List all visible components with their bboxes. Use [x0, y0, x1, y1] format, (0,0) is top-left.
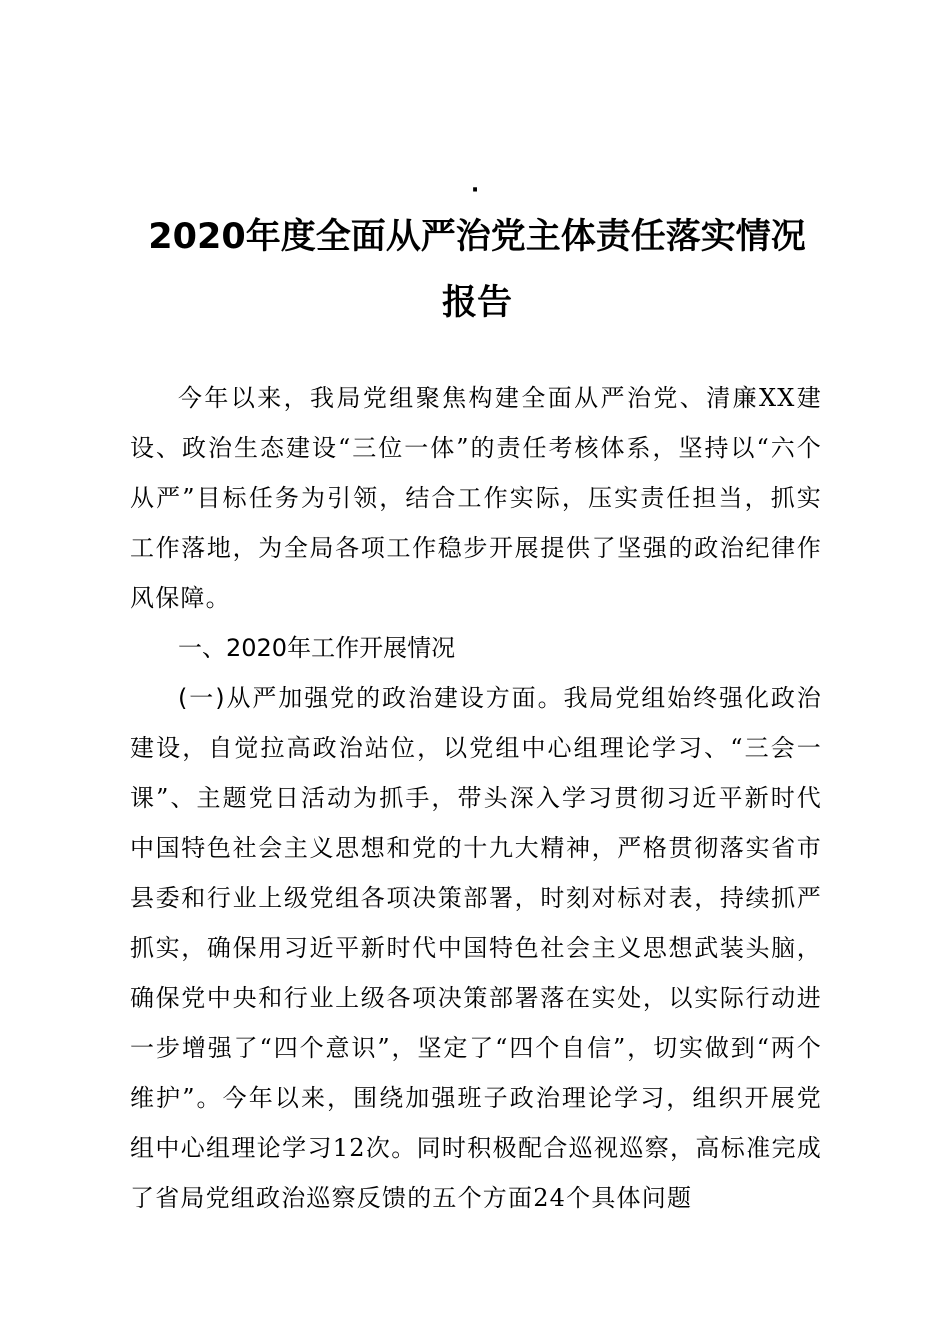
document-body	[130, 373, 822, 1223]
header-marker: ·	[470, 178, 480, 203]
subsection-body: 我局党组始终强化政治建设，自觉拉高政治站位，以党组中心组理论学习、“三会一课”、主题党日活动为抓手，带头深入学习贯彻习近平新时代中国特色社会主义思想和党的十九大精神，严格贯彻落实省市县委和行业上级党组各项决策部署，时刻对标对表，持续抓严抓实，确保用习近平新时代中国特色社会主义思想武装头脑，确保党中央和行业上级各项决策部署落在实处，以实际行动进一步增强了“四个意识”，坚定了“四个自信”，切实做到“两个维护”。今年以来，围绕加强班子政治理论学习，组织开展党组中心组理论学习12次。同时积极配合巡视巡察，高标准完成了省局党组政治巡察反馈的五个方面24个具体问题	[130, 684, 823, 1212]
section-heading: 一、2020年工作开展情况	[178, 634, 456, 662]
intro-paragraph: 今年以来，我局党组聚焦构建全面从严治党、清廉XX建设、政治生态建设“三位一体”的责任考核体系，坚持以“六个从严”目标任务为引领，结合工作实际，压实责任担当，抓实工作落地，为全局各项工作稳步开展提供了坚强的政治纪律作风保障。	[130, 384, 822, 612]
document-title: 2020年度全面从严治党主体责任落实情况报告	[148, 217, 806, 323]
section-paragraph	[130, 673, 822, 1223]
subsection-lead: (一)从严加强党的政治建设方面。	[178, 684, 564, 712]
